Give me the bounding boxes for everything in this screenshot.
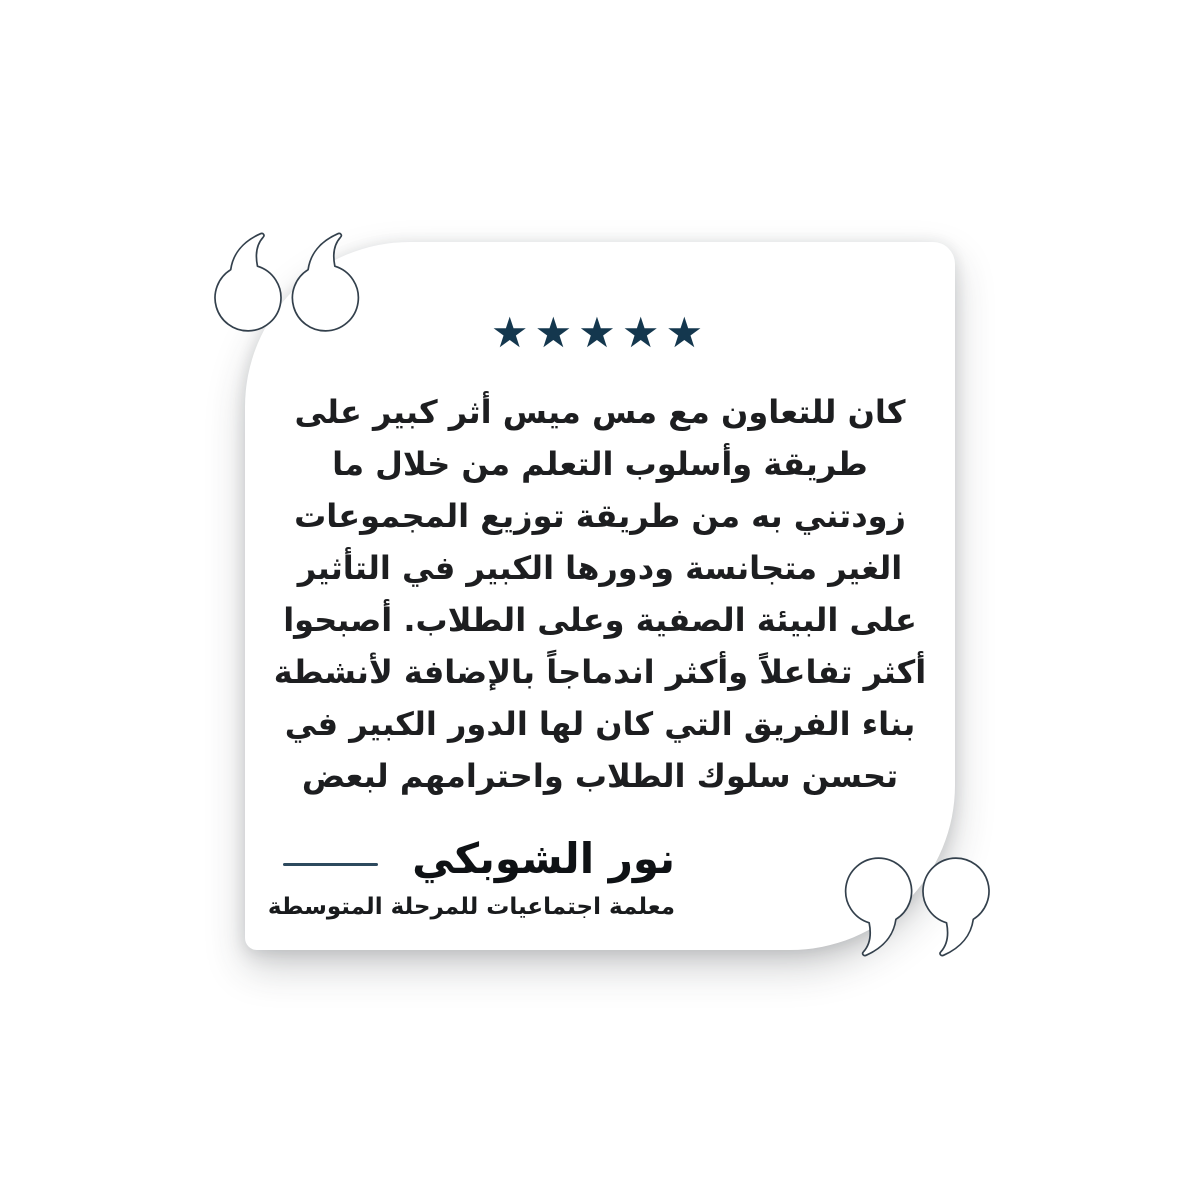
author-title: معلمة اجتماعيات للمرحلة المتوسطة <box>267 894 675 921</box>
quote-line: بناء الفريق التي كان لها الدور الكبير في <box>284 705 916 743</box>
quote-line: على البيئة الصفية وعلى الطلاب. أصبحوا <box>283 601 917 639</box>
author-signature <box>267 834 675 921</box>
close-quote-icon <box>843 856 991 958</box>
quote-line: تحسن سلوك الطلاب واحترامهم لبعض <box>301 757 899 795</box>
quote-line: أكثر تفاعلاً وأكثر اندماجاً بالإضافة لأنشطة <box>273 653 927 691</box>
quote-line: زودتني به من طريقة توزيع المجموعات <box>294 497 906 535</box>
five-star-rating-icon: ★★★★★ <box>490 308 710 357</box>
accent-rule <box>283 863 378 866</box>
quote-line: طريقة وأسلوب التعلم من خلال ما <box>332 445 868 483</box>
author-name: نور الشوبكي <box>412 834 675 883</box>
quote-line: الغير متجانسة ودورها الكبير في التأثير <box>297 549 903 587</box>
quote-text <box>270 386 930 802</box>
quote-line: كان للتعاون مع مس ميس أثر كبير على <box>294 393 906 431</box>
